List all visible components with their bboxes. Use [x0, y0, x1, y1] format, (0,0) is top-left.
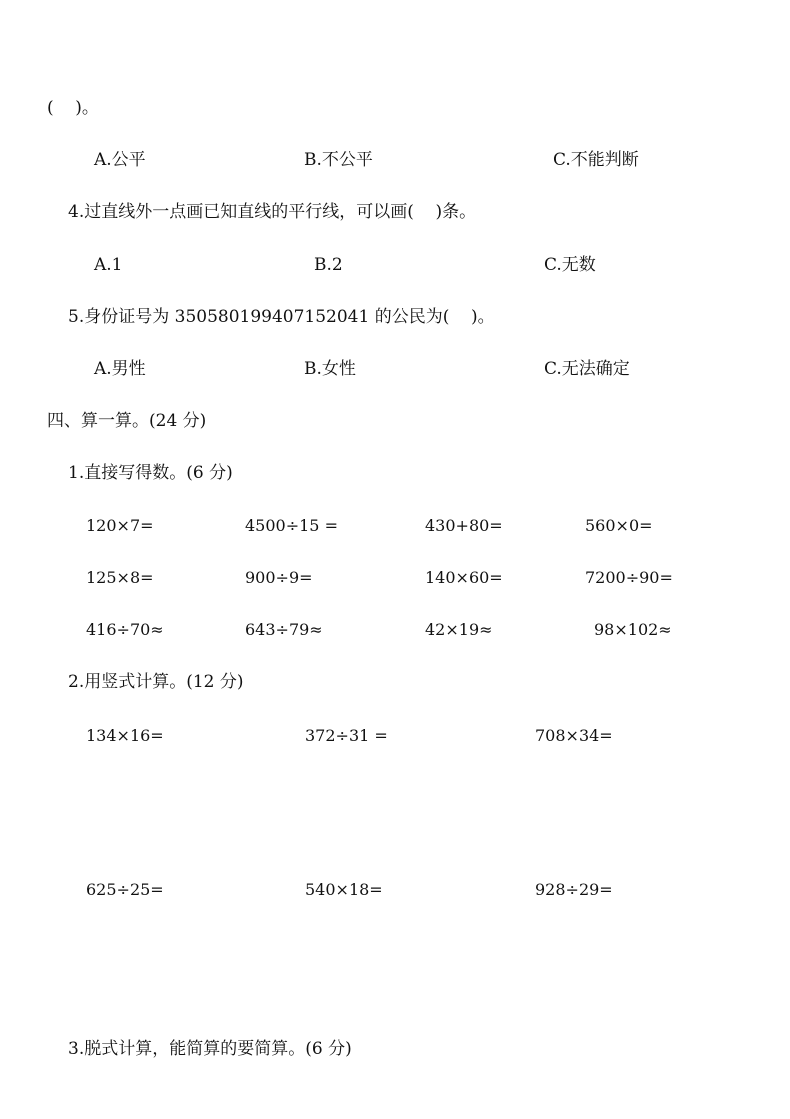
- mental-calc-item: 120×7=: [86, 516, 154, 535]
- mental-calc-item: 4500÷15 =: [245, 516, 338, 535]
- vertical-calc-item: 372÷31 =: [305, 726, 388, 745]
- mental-calc-item: 560×0=: [585, 516, 653, 535]
- q5-option-c: C.无法确定: [544, 359, 630, 379]
- q3-answer-blank: ( )。: [47, 98, 99, 118]
- q4-option-a: A.1: [94, 255, 123, 275]
- vertical-calc-item: 625÷25=: [86, 880, 164, 899]
- mental-calc-item: 125×8=: [86, 568, 154, 587]
- part-1-title: 1.直接写得数。(6 分): [68, 463, 233, 483]
- vertical-calc-item: 540×18=: [305, 880, 383, 899]
- mental-calc-item: 98×102≈: [594, 620, 672, 639]
- q3-option-c: C.不能判断: [553, 150, 639, 170]
- vertical-calc-item: 134×16=: [86, 726, 164, 745]
- q4-option-b: B.2: [314, 255, 343, 275]
- mental-calc-item: 643÷79≈: [245, 620, 323, 639]
- part-2-title: 2.用竖式计算。(12 分): [68, 672, 244, 692]
- q4-option-c: C.无数: [544, 255, 596, 275]
- q3-option-a: A.公平: [94, 150, 146, 170]
- vertical-calc-item: 708×34=: [535, 726, 613, 745]
- q5-option-b: B.女性: [304, 359, 356, 379]
- mental-calc-item: 430+80=: [425, 516, 503, 535]
- mental-calc-item: 7200÷90=: [585, 568, 673, 587]
- mental-calc-item: 416÷70≈: [86, 620, 164, 639]
- section-4-title: 四、算一算。(24 分): [47, 411, 207, 431]
- q4-stem: 4.过直线外一点画已知直线的平行线，可以画( )条。: [68, 202, 477, 222]
- mental-calc-item: 900÷9=: [245, 568, 313, 587]
- mental-calc-item: 140×60=: [425, 568, 503, 587]
- part-3-title: 3.脱式计算，能简算的要简算。(6 分): [68, 1039, 352, 1059]
- q5-option-a: A.男性: [94, 359, 146, 379]
- mental-calc-item: 42×19≈: [425, 620, 493, 639]
- vertical-calc-item: 928÷29=: [535, 880, 613, 899]
- q5-stem: 5.身份证号为 350580199407152041 的公民为( )。: [68, 307, 495, 327]
- q3-option-b: B.不公平: [304, 150, 373, 170]
